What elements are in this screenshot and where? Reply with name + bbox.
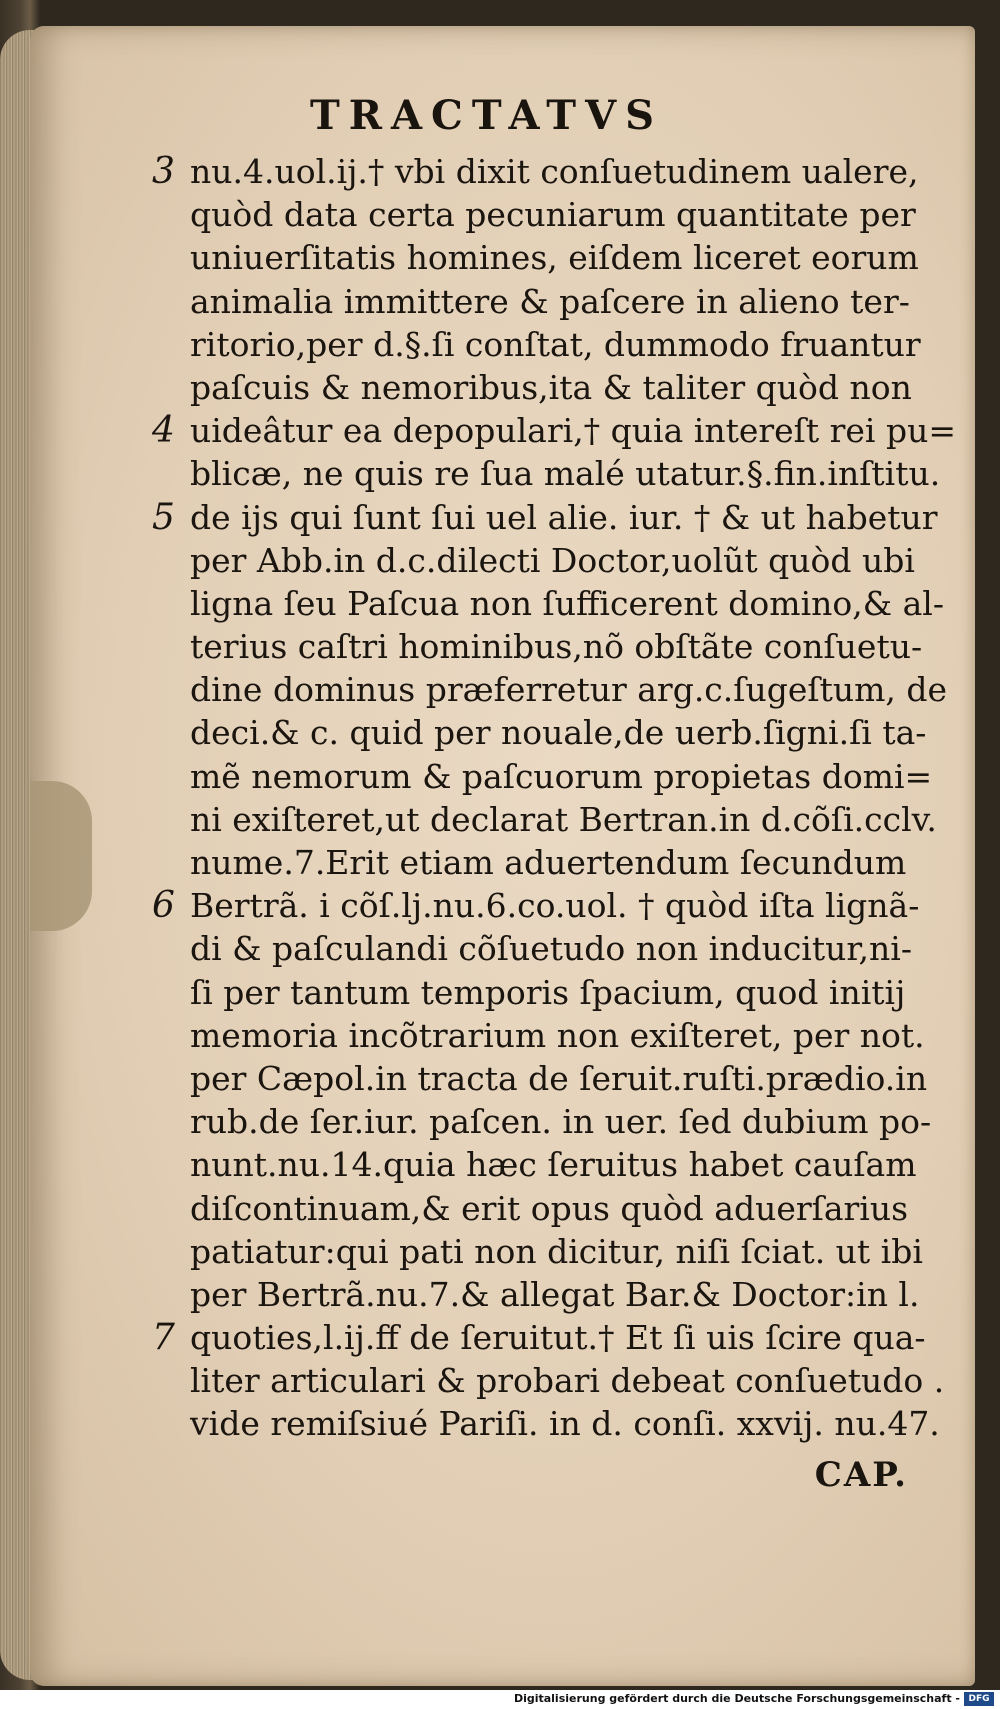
line-text: terius caſtri hominibus,nõ obſtãte conſuetu-: [190, 627, 923, 667]
line-text: deci.& c. quid per nouale,de uerb.ſigni.ſi ta-: [190, 713, 927, 753]
line-text: nunt.nu.14.quia hæc ſeruitus habet cauſam: [190, 1145, 917, 1185]
margin-note-number: 4: [152, 410, 175, 452]
line-text: ſi per tantum temporis ſpacium, quod initij: [190, 972, 906, 1012]
text-line: [190, 1359, 945, 1402]
text-line: [190, 193, 916, 236]
text-line: [190, 366, 912, 409]
text-line: [190, 236, 919, 279]
line-text: per Cæpol.in tracta de ſeruit.ruſti.prædio.in: [190, 1058, 928, 1098]
margin-note-number: 3: [152, 151, 175, 192]
line-text: per Bertrã.nu.7.& allegat Bar.& Doctor:in l.: [190, 1274, 920, 1314]
text-line: [190, 798, 937, 841]
text-line: [152, 1316, 926, 1359]
line-text: uideâtur ea depopulari,† quia intereſt rei pu=: [190, 411, 957, 451]
line-text: ligna ſeu Paſcua non ſufficerent domino,& al-: [190, 583, 944, 623]
line-text: dine dominus præferretur arg.c.ſugeſtum, de: [190, 670, 948, 710]
text-line: [190, 539, 915, 582]
line-text: memoria incõtrarium non exiſteret, per not.: [190, 1015, 925, 1055]
text-line: [190, 625, 923, 668]
text-line: [190, 280, 910, 323]
line-text: diſcontinuam,& erit opus quòd aduerſarius: [190, 1188, 909, 1228]
catchword: CAP.: [814, 1455, 908, 1495]
text-line: [152, 409, 957, 452]
text-line: [190, 668, 948, 711]
line-text: de ijs qui ſunt ſui uel alie. iur. † & ut habetur: [190, 497, 938, 537]
text-line: [190, 1273, 920, 1316]
running-head: TRACTATVS: [310, 92, 663, 139]
line-text: ritorio,per d.§.ſi conſtat, dummodo fruantur: [190, 324, 921, 364]
text-line: [190, 1402, 940, 1445]
text-line: [190, 711, 927, 754]
line-text: liter articulari & probari debeat conſuetudo .: [190, 1361, 945, 1401]
text-line: [152, 496, 938, 539]
text-line: [190, 1143, 917, 1186]
line-text: paſcuis & nemoribus,ita & taliter quòd non: [190, 367, 912, 407]
line-text: rub.de ſer.iur. paſcen. in uer. ſed dubium po-: [190, 1102, 932, 1142]
text-line: [190, 323, 921, 366]
line-text: ni exiſteret,ut declarat Bertran.in d.cõſi.cclv.: [190, 799, 937, 839]
line-text: nu.4.uol.ij.† vbi dixit conſuetudinem ualere,: [190, 152, 919, 191]
margin-note-number: 5: [152, 496, 175, 538]
line-text: animalia immittere & paſcere in alieno ter-: [190, 281, 910, 321]
text-line: [190, 1057, 928, 1100]
text-line: [190, 1014, 925, 1057]
text-line: [190, 1100, 932, 1143]
margin-note-number: 6: [152, 885, 175, 927]
margin-note-number: 7: [152, 1317, 175, 1359]
line-text: di & paſculandi cõſuetudo non inducitur,ni-: [190, 929, 912, 969]
line-text: blicæ, ne quis re ſua malé utatur.§.fin.inſtitu.: [190, 454, 941, 494]
dfg-logo: DFG: [964, 1692, 994, 1706]
line-text: vide remiſsiué Pariſi. in d. conſi. xxvij. nu.47.: [190, 1404, 940, 1444]
bookmark-ribbon: [30, 781, 92, 931]
text-line: [190, 971, 906, 1014]
text-line: [190, 1230, 923, 1273]
text-line: [190, 927, 912, 970]
text-line: [152, 884, 920, 927]
footer-credit: Digitalisierung gefördert durch die Deutsche Forschungsgemeinschaft -: [513, 1692, 960, 1705]
line-text: patiatur:qui pati non dicitur, niſi ſciat. ut ibi: [190, 1231, 923, 1271]
body-text: [152, 150, 957, 1446]
line-text: per Abb.in d.c.dilecti Doctor,uolũt quòd ubi: [190, 540, 915, 580]
text-line: [190, 755, 933, 798]
line-text: nume.7.Erit etiam aduertendum ſecundum: [190, 843, 907, 882]
line-text: Bertrã. i cõſ.lj.nu.6.co.uol. † quòd iſta lignã-: [190, 886, 920, 926]
line-text: quòd data certa pecuniarum quantitate per: [190, 195, 916, 235]
line-text: uniuerſitatis homines, eiſdem liceret eorum: [190, 238, 919, 278]
text-line: [152, 150, 919, 193]
text-line: [190, 841, 907, 884]
text-line: [190, 582, 944, 625]
text-line: [190, 1187, 909, 1230]
text-line: [190, 452, 941, 495]
line-text: mẽ nemorum & paſcuorum propietas domi=: [190, 756, 933, 796]
line-text: quoties,l.ij.ff de ſeruitut.† Et ſi uis ſcire qua-: [190, 1318, 926, 1358]
